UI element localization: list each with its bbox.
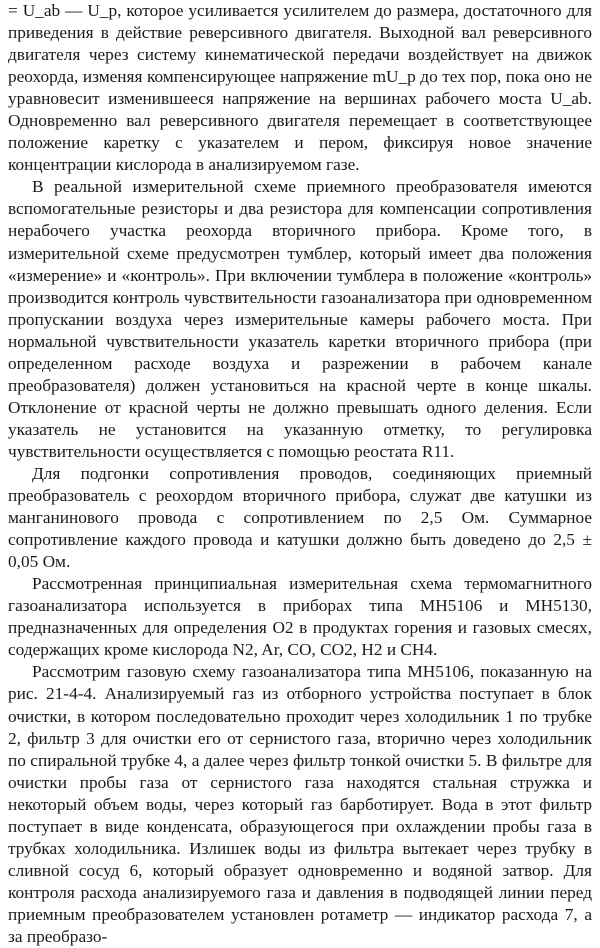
paragraph-3: Для подгонки сопротивления проводов, соединяющих приемный преобразователь с реохордом вторичного прибора, служат две катушки из манганинового провода с сопротивлением по 2,5 Ом. Суммарное сопротивление каждого провода и катушки должно быть доведено до 2,5 ± 0,05 Ом. [8, 463, 592, 572]
paragraph-2: В реальной измерительной схеме приемного преобразователя имеются вспомогательные резисторы и два резистора для компенсации сопротивления нерабочего участка реохорда вторичного прибора. Кроме того, в измерительной схеме предусмотрен тумблер, который имеет два положения «измерение» и «контроль». При включении тумблера в положение «контроль» производится контроль чувствительности газоанализатора при одновременном пропускании воздуха через измерительные камеры рабочего моста. При нормальной чувствительности указатель каретки вторичного прибора (при определенном расходе воздуха и разрежении в рабочем канале преобразователя) должен установиться на красной черте в конце шкалы. Отклонение от красной черты не должно превышать одного деления. Если указатель не установится на указанную отметку, то регулировка чувствительности осуществляется с помощью реостата R11. [8, 177, 592, 461]
paragraph-4: Рассмотренная принципиальная измерительная схема термомагнитного газоанализатора используется в приборах типа МН5106 и МН5130, предназначенных для определения O2 в продуктах горения и газовых смесях, содержащих кроме кислорода N2, Ar, CO, CO2, H2 и CH4. [8, 574, 592, 660]
paragraph-5: Рассмотрим газовую схему газоанализатора типа МН5106, показанную на рис. 21-4-4. Анализируемый газ из отборного устройства поступает в блок очистки, в котором последовательно проходит через холодильник 1 по трубке 2, фильтр 3 для очистки его от сернистого газа, вторично через холодильник по спиральной трубке 4, а далее через фильтр тонкой очистки 5. В фильтре для очистки пробы газа от сернистого газа находятся стальная стружка и некоторый объем воды, через который газ барботирует. Вода в этот фильтр поступает в виде конденсата, образующегося при охлаждении пробы газа в трубках холодильника. Излишек воды из фильтра вытекает через трубку в сливной сосуд 6, который образует одновременно и водяной затвор. Для контроля расхода анализируемого газа и давления в подводящей линии перед приемным преобразователем установлен ротаметр — индикатор расхода 7, а за преобразо- [8, 662, 592, 946]
paragraph-1: = U_ab — U_p, которое усиливается усилителем до размера, достаточного для приведения в действие реверсивного двигателя. Выходной вал реверсивного двигателя через систему кинематической передачи воздействует на движок реохорда, изменяя компенсирующее напряжение mU_p до тех пор, пока оно не уравновесит изменившееся напряжение на вершинах рабочего моста U_ab. Одновременно вал реверсивного двигателя перемещает в соответствующее положение каретку с указателем и пером, фиксируя новое значение концентрации кислорода в анализируемом газе. [8, 1, 592, 175]
